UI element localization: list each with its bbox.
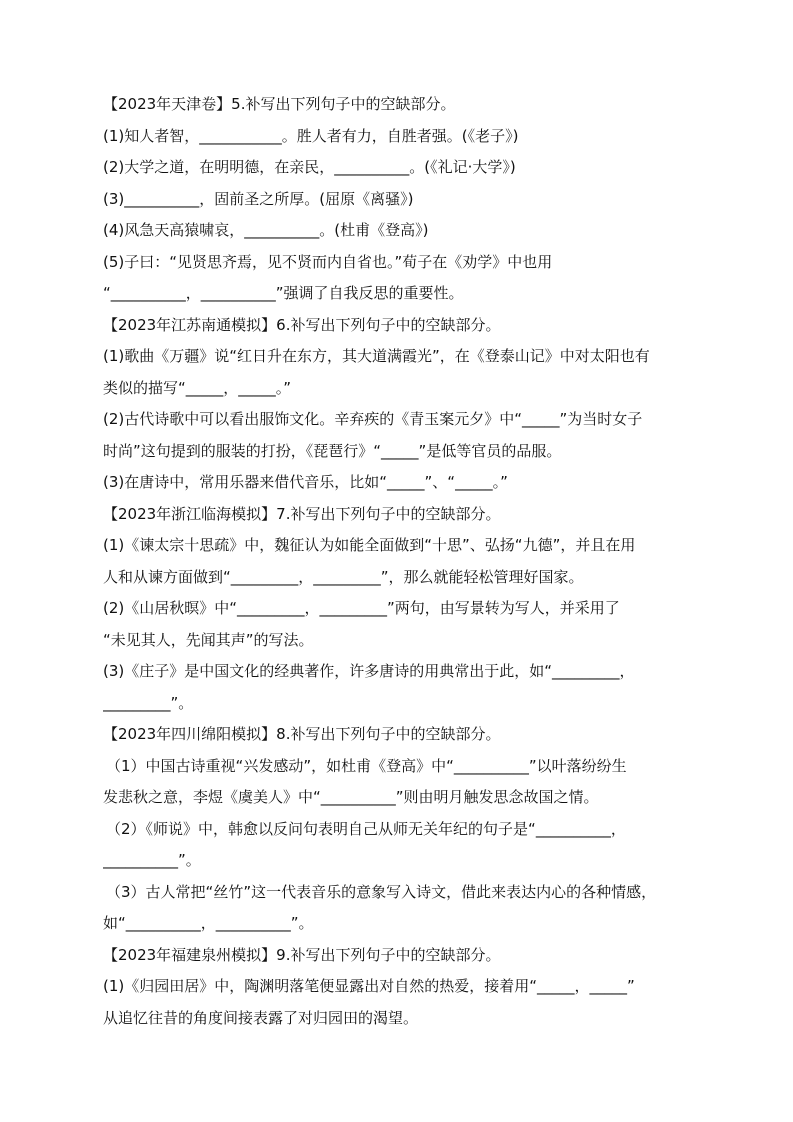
question-line: (2)《山居秋暝》中“_________，_________”两句，由写景转为写人，并采用了 <box>103 599 620 617</box>
question-line: (1)知人者智，___________。胜人者有力，自胜者强。(《老子》) <box>103 126 519 145</box>
question-line: (3)__________，固前圣之所厚。(屈原《离骚》) <box>103 189 414 208</box>
question-line: （3）古人常把“丝竹”这一代表音乐的意象写入诗文，借此来表达内心的各种情感， <box>106 882 657 901</box>
question-line: 人和从谏方面做到“_________，_________”，那么就能轻松管理好国家。 <box>103 567 584 586</box>
section-heading-nantong: 【2023年江苏南通模拟】6.补写出下列句子中的空缺部分。 <box>103 315 501 334</box>
question-line: __________”。 <box>103 851 201 869</box>
question-line: （1）中国古诗重视“兴发感动”，如杜甫《登高》中“__________”以叶落纷纷生 <box>106 756 627 775</box>
question-line: 类似的描写“_____，_____。” <box>103 378 292 397</box>
question-line: （2）《师说》中，韩愈以反问句表明自己从师无关年纪的句子是“__________， <box>106 819 626 838</box>
question-line: 时尚”这句提到的服装的打扮，《琵琶行》“_____”是低等官员的品服。 <box>103 441 562 460</box>
question-line: (1)《谏太宗十思疏》中，魏征认为如能全面做到“十思”、弘扬“九德”，并且在用 <box>103 536 636 554</box>
question-line: (5)子曰：“见贤思齐焉，见不贤而内自省也。”荀子在《劝学》中也用 <box>103 252 553 271</box>
question-line: (2)古代诗歌中可以看出服饰文化。辛弃疾的《青玉案元夕》中“_____”为当时女子 <box>103 410 643 428</box>
question-line: (3)《庄子》是中国文化的经典著作，许多唐诗的用典常出于此，如“_________， <box>103 662 635 680</box>
question-line: “未见其人，先闻其声”的写法。 <box>103 630 314 649</box>
question-line: 如“__________，__________”。 <box>103 914 314 932</box>
question-line: (3)在唐诗中，常用乐器来借代音乐，比如“_____”、“_____。” <box>103 473 508 491</box>
section-heading-linhai: 【2023年浙江临海模拟】7.补写出下列句子中的空缺部分。 <box>103 504 501 523</box>
question-line: _________”。 <box>103 693 194 712</box>
question-line: (1)《归园田居》中，陶渊明落笔便显露出对自然的热爱，接着用“_____，_____” <box>103 977 635 995</box>
question-line: 发悲秋之意，李煜《虞美人》中“__________”则由明月触发思念故国之情。 <box>103 788 599 806</box>
question-line: “__________，__________”强调了自我反思的重要性。 <box>103 284 464 302</box>
question-line: (4)风急天高猿啸哀，__________。(杜甫《登高》) <box>103 221 429 239</box>
question-line: (2)大学之道，在明明德，在亲民，__________。(《礼记·大学》) <box>103 158 516 176</box>
section-heading-quanzhou: 【2023年福建泉州模拟】9.补写出下列句子中的空缺部分。 <box>103 945 501 964</box>
section-heading-mianyang: 【2023年四川绵阳模拟】8.补写出下列句子中的空缺部分。 <box>103 725 501 743</box>
question-line: (1)歌曲《万疆》说“红日升在东方，其大道满霞光”，在《登泰山记》中对太阳也有 <box>103 347 650 365</box>
question-line: 从追忆往昔的角度间接表露了对归园田的渴望。 <box>103 1008 419 1027</box>
section-heading-tianjin: 【2023年天津卷】5.补写出下列句子中的空缺部分。 <box>103 95 456 113</box>
